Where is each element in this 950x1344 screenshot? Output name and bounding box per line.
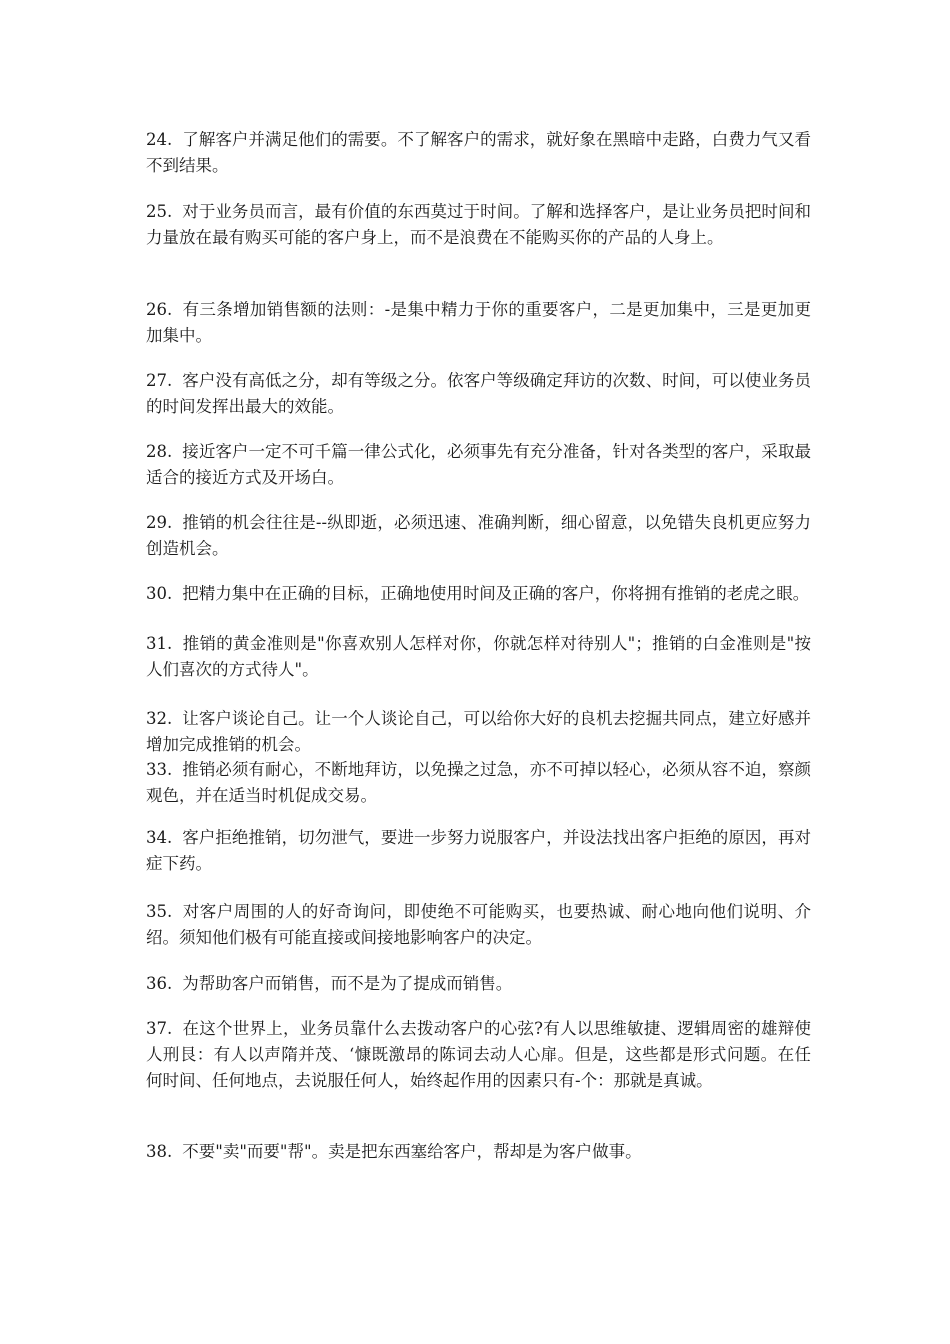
paragraph-number: 33. [146, 760, 173, 779]
paragraph-34 [146, 825, 811, 877]
paragraph-text: 推销必须有耐心，不断地拜访，以免操之过急，亦不可掉以轻心，必须从容不迫，察颜观色，并在适当时机促成交易。 [146, 760, 811, 805]
paragraph-28 [146, 439, 811, 491]
paragraph-text: 了解客户并满足他们的需要。不了解客户的需求，就好象在黑暗中走路，白费力气又看不到结果。 [146, 130, 811, 175]
paragraph-number: 37. [146, 1019, 173, 1038]
paragraph-number: 25. [146, 202, 173, 221]
paragraph-number: 36. [146, 974, 173, 993]
paragraph-text: 推销的机会往往是--纵即逝，必须迅速、准确判断，细心留意，以免错失良机更应努力创造机会。 [146, 513, 811, 558]
paragraph-number: 31. [146, 634, 173, 653]
paragraph-text: 接近客户一定不可千篇一律公式化，必须事先有充分准备，针对各类型的客户，采取最适合的接近方式及开场白。 [146, 442, 811, 487]
paragraph-number: 28. [146, 442, 173, 461]
paragraph-number: 27. [146, 371, 173, 390]
paragraph-number: 32. [146, 709, 173, 728]
paragraph-number: 35. [146, 902, 173, 921]
paragraph-31 [146, 631, 811, 683]
paragraph-text: 对于业务员而言，最有价值的东西莫过于时间。了解和选择客户，是让业务员把时间和力量放在最有购买可能的客户身上，而不是浪费在不能购买你的产品的人身上。 [146, 202, 811, 247]
paragraph-38 [146, 1139, 811, 1165]
paragraph-24 [146, 127, 811, 179]
paragraph-number: 26. [146, 300, 173, 319]
paragraph-37 [146, 1016, 811, 1094]
paragraph-32 [146, 706, 811, 758]
paragraph-text: 不要"卖"而要"帮"。卖是把东西塞给客户，帮却是为客户做事。 [182, 1142, 642, 1161]
paragraph-text: 有三条增加销售额的法则：-是集中精力于你的重要客户，二是更加集中，三是更加更加集中。 [146, 300, 811, 345]
paragraph-26 [146, 297, 811, 349]
paragraph-number: 30. [146, 584, 173, 603]
paragraph-text: 为帮助客户而销售，而不是为了提成而销售。 [182, 974, 513, 993]
paragraph-text: 客户没有高低之分，却有等级之分。依客户等级确定拜访的次数、时间，可以使业务员的时间发挥出最大的效能。 [146, 371, 811, 416]
paragraph-25 [146, 199, 811, 251]
paragraph-27 [146, 368, 811, 420]
paragraph-number: 24. [146, 130, 173, 149]
paragraph-text: 客户拒绝推销，切勿泄气，要进一步努力说服客户，并设法找出客户拒绝的原因，再对症下药。 [146, 828, 811, 873]
paragraph-30 [146, 581, 811, 607]
paragraph-text: 在这个世界上，业务员靠什么去拨动客户的心弦?有人以思维敏捷、逻辑周密的雄辩使人刑艮：有人以声隋并茂、‘慷既激昂的陈词去动人心扉。但是，这些都是形式问题。在任何时间、任何地点，去说服任何人，始终起作用的因素只有-个：那就是真诚。 [146, 1019, 811, 1090]
paragraph-36 [146, 971, 811, 997]
paragraph-33 [146, 757, 811, 809]
paragraph-text: 把精力集中在正确的目标，正确地使用时间及正确的客户，你将拥有推销的老虎之眼。 [182, 584, 810, 603]
paragraph-number: 34. [146, 828, 173, 847]
paragraph-text: 对客户周围的人的好奇询问，即使绝不可能购买，也要热诚、耐心地向他们说明、介绍。须知他们极有可能直接或间接地影响客户的决定。 [146, 902, 811, 947]
paragraph-number: 29. [146, 513, 173, 532]
paragraph-text: 让客户谈论自己。让一个人谈论自己，可以给你大好的良机去挖掘共同点，建立好感并增加完成推销的机会。 [146, 709, 811, 754]
paragraph-number: 38. [146, 1142, 173, 1161]
paragraph-29 [146, 510, 811, 562]
paragraph-text: 推销的黄金准则是"你喜欢别人怎样对你，你就怎样对待别人"；推销的白金准则是"按人们喜次的方式待人"。 [146, 634, 811, 679]
paragraph-35 [146, 899, 811, 951]
